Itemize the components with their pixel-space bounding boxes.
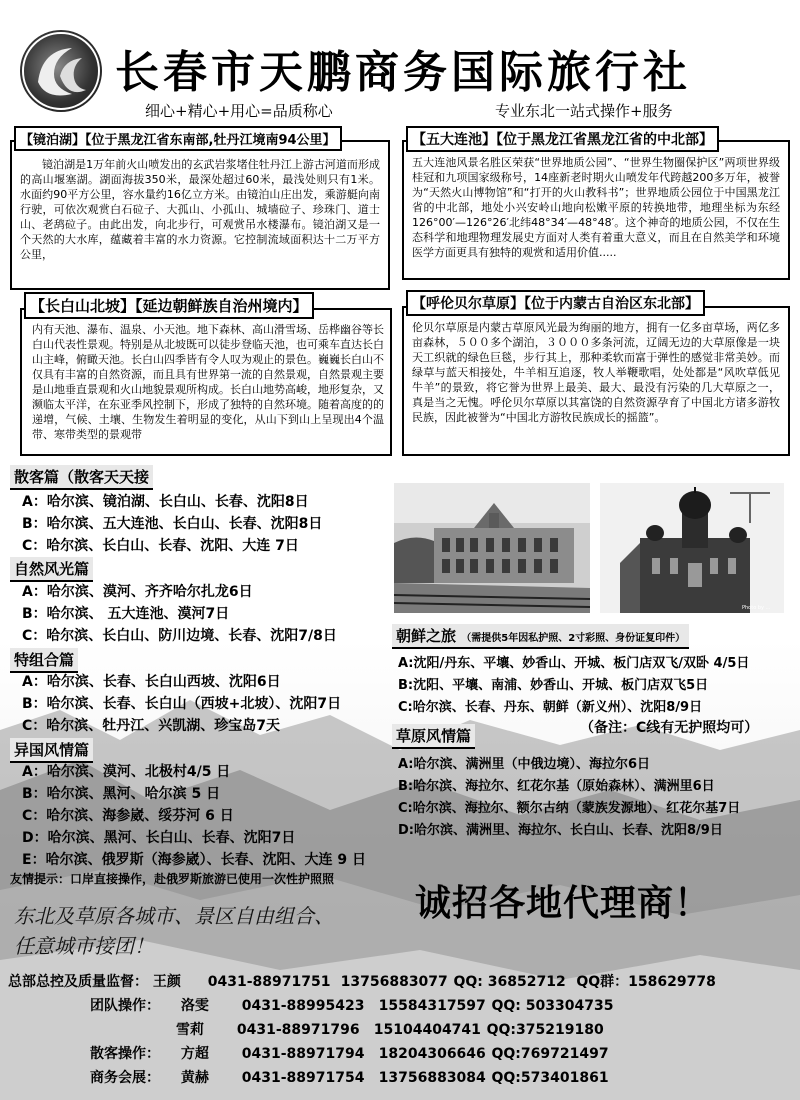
jingpo-text: 镜泊湖是1万年前火山喷发出的玄武岩浆堵住牡丹江上游古河道而形成的高山堰塞湖。湖面海拔350米，最深处超过60米，最浅处则只有1米。水面约90平方公里，容水量约16亿立方米。由镜泊山庄出发，乘游艇向南行驶，可依次观赏白石砬子、大孤山、小孤山、城墙砬子、珍珠门、道士山、老鸹砬子。由此出发，向北步行，可观赏吊水楼瀑布。镜泊湖又是一个天然的大水库，蕴藏着丰富的水力资源。它控制流域面积达十二万平方公里， <box>20 158 380 261</box>
route-caoyuan-d: D:哈尔滨、满洲里、海拉尔、长白山、长春、沈阳8/9日 <box>398 823 723 838</box>
contact-role: 散客操作： <box>90 1046 160 1062</box>
contact-name: 洛雯 <box>180 998 209 1014</box>
route-tezuhe-a: A：哈尔滨、长春、长白山西坡、沈阳6日 <box>22 674 281 690</box>
jingpo-title: 【镜泊湖】【位于黑龙江省东南部,牡丹江境南94公里】 <box>14 126 342 151</box>
combo-line-2: 任意城市接团！ <box>14 934 154 958</box>
contact-row-team <box>90 994 613 1018</box>
contact-name: 雪莉 <box>176 1022 204 1038</box>
route-ziran-b: B：哈尔滨、 五大连池、漠河7日 <box>22 606 230 622</box>
route-chaoxian-a: A:沈阳/丹东、平壤、妙香山、开城、板门店双飞/双卧 4/5日 <box>398 656 750 671</box>
route-caoyuan-c: C:哈尔滨、海拉尔、额尔古纳（蒙族发源地）、红花尔基7日 <box>398 801 741 816</box>
contact-row-business <box>90 1066 609 1090</box>
chaoxian-title: 朝鲜之旅 <box>396 627 457 645</box>
contact-qq: QQ:375219180 <box>486 1022 604 1038</box>
contact-mobile: 15584317597 <box>378 998 486 1014</box>
route-sanke-c: C：哈尔滨、长白山、长春、沈阳、大连 7日 <box>22 538 299 554</box>
slogan-service: 专业东北一站式操作+服务 <box>495 102 673 120</box>
friendly-tip: 友情提示：口岸直接操作，赴俄罗斯旅游已使用一次性护照照 <box>10 872 335 886</box>
recruit-agents: 诚招各地代理商！ <box>415 883 712 924</box>
photo-credit: Photo by ... <box>742 605 771 611</box>
page-title: 长春市天鹏商务国际旅行社 <box>115 47 691 98</box>
route-yiguo-d: D：哈尔滨、黑河、长白山、长春、沈阳7日 <box>22 830 296 846</box>
contact-row-individual <box>90 1042 609 1066</box>
contact-role: 总部总控及质量监督： <box>8 974 148 990</box>
route-tezuhe-b: B：哈尔滨、长春、长白山（西坡+北坡）、沈阳7日 <box>22 696 342 712</box>
route-ziran-a: A：哈尔滨、漠河、齐齐哈尔扎龙6日 <box>22 584 253 600</box>
contact-qq: QQ: 503304735 <box>491 998 614 1014</box>
route-sanke-a: A：哈尔滨、镜泊湖、长白山、长春、沈阳8日 <box>22 494 309 510</box>
route-tezuhe-c: C：哈尔滨、牡丹江、兴凯湖、珍宝岛7天 <box>22 718 281 734</box>
wudalianchi-title: 【五大连池】【位于黑龙江省黑龙江省的中北部】 <box>406 126 719 152</box>
chaoxian-subtitle: （需提供5年因私护照、2寸彩照、身份证复印件） <box>461 633 686 644</box>
hulunbuir-text: 伦贝尔草原是内蒙古草原风光最为绚丽的地方，拥有一亿多亩草场，两亿多亩森林，５００多个湖泊，３０００多条河流，辽阔无边的大草原像是一块天工织就的绿色巨毯，步行其上，那种柔软而富于弹性的感觉非常美妙。而绿草与蓝天相接处，牛羊相互追逐，牧人举鞭歌唱，处处都是“风吹草低见牛羊”的景致，将它誉为世界上最美、最大、最没有污染的几大草原之一，真是当之无愧。呼伦贝尔草原以其富饶的自然资源孕育了中国北方诸多游牧民族，因此被誉为“中国北方游牧民族成长的摇篮”。 <box>412 321 780 424</box>
photo-church <box>600 483 784 613</box>
section-title-caoyuan: 草原风情篇 <box>392 724 475 749</box>
route-caoyuan-a: A:哈尔滨、满洲里（中俄边境）、海拉尔6日 <box>398 757 651 772</box>
wudalianchi-text: 五大连池风景名胜区荣获“世界地质公园”、“世界生物圈保护区”两项世界级桂冠和九项国家级称号，14座新老时期火山喷发年代跨越200多万年，被誉为“天然火山博物馆”和“打开的火山教科书”；世界地质公园位于中国黑龙江省的中北部，地处小兴安岭山地向松嫩平原的转换地带，地理坐标为东经126°00′—126°26′北纬48°34′—48°48′。这个神奇的地质公园，不仅在生态科学和地理物理发展史方面对人类有着重大意义，而且在自然美学和环境医学方面更具有独特的观赏和适用价值..... <box>412 156 780 259</box>
contact-mobile: 15104404741 <box>373 1022 481 1038</box>
contact-mobile: 18204306646 <box>378 1046 486 1062</box>
section-title-chaoxian <box>392 624 689 649</box>
route-yiguo-c: C：哈尔滨、海参崴、绥芬河 6 日 <box>22 808 234 824</box>
route-sanke-b: B：哈尔滨、五大连池、长白山、长春、沈阳8日 <box>22 516 323 532</box>
contact-tel: 0431-88971754 <box>241 1070 365 1086</box>
contact-name: 王颜 <box>152 974 181 990</box>
section-title-tezuhe: 特组合篇 <box>10 648 78 673</box>
section-title-sanke: 散客篇（散客天天接 <box>10 465 153 490</box>
route-yiguo-a: A：哈尔滨、漠河、北极村4/5 日 <box>22 764 231 780</box>
contact-qq: QQ:573401861 <box>491 1070 609 1086</box>
contact-tel: 0431-88995423 <box>241 998 365 1014</box>
contact-tel: 0431-88971794 <box>241 1046 365 1062</box>
section-title-yiguo: 异国风情篇 <box>10 738 93 763</box>
contact-tel: 0431-88971796 <box>236 1022 360 1038</box>
combo-line-1: 东北及草原各城市、景区自由组合、 <box>14 904 334 928</box>
contact-name: 方超 <box>180 1046 209 1062</box>
chaoxian-note: （备注：C线有无护照均可） <box>580 720 759 736</box>
contact-qq: QQ: 36852712 <box>453 974 566 990</box>
header <box>0 0 800 125</box>
contact-qq: QQ:769721497 <box>491 1046 609 1062</box>
contact-mobile: 13756883084 <box>378 1070 486 1086</box>
contact-role: 团队操作： <box>90 998 160 1014</box>
route-yiguo-b: B：哈尔滨、黑河、哈尔滨 5 日 <box>22 786 221 802</box>
contact-mobile: 13756883077 <box>340 974 448 990</box>
contact-role: 商务会展： <box>90 1070 160 1086</box>
route-caoyuan-b: B:哈尔滨、海拉尔、红花尔基（原始森林）、满洲里6日 <box>398 779 715 794</box>
changbai-title: 【长白山北坡】【延边朝鲜族自治州境内】 <box>24 292 314 319</box>
contact-name: 黄赫 <box>180 1070 209 1086</box>
route-chaoxian-c: C:哈尔滨、长春、丹东、朝鲜（新义州）、沈阳8/9日 <box>398 700 703 715</box>
contact-qq-group: QQ群：158629778 <box>576 974 716 990</box>
photo-railway-station <box>394 483 590 613</box>
contact-tel: 0431-88971751 <box>207 974 331 990</box>
route-chaoxian-b: B:沈阳、平壤、南浦、妙香山、开城、板门店双飞5日 <box>398 678 709 693</box>
route-ziran-c: C：哈尔滨、长白山、防川边境、长春、沈阳7/8日 <box>22 628 337 644</box>
section-title-ziran: 自然风光篇 <box>10 557 93 582</box>
route-yiguo-e: E：哈尔滨、俄罗斯（海参崴）、长春、沈阳、大连 9 日 <box>22 852 367 868</box>
slogan-quality: 细心+精心+用心=品质称心 <box>145 102 333 120</box>
contact-row-team-2 <box>176 1018 604 1042</box>
hulunbuir-title: 【呼伦贝尔草原】【位于内蒙古自治区东北部】 <box>406 290 705 316</box>
company-logo <box>20 30 102 112</box>
changbai-text: 内有天池、瀑布、温泉、小天池。地下森林、高山滑雪场、岳桦幽谷等长白山代表性景观。特别是从北坡既可以徒步登临天池，也可乘车直达长白山主峰，俯瞰天池。长白山四季皆有令人叹为观止的景色。巍巍长白山不仅具有丰富的自然资源，而且具有世界第一流的自然景观，自然景观主要是山地垂直景观和火山地貌景观所构成。长白山地势高峻，地形复杂，又濒临太平洋，在东亚季风控制下，形成了独特的自然环境。随着高度的的递增，气候、土壤、生物发生着明显的变化，从山下到山上呈现出4个温带、寒带类型的景观带 <box>32 323 384 441</box>
contact-row-hq <box>8 970 716 994</box>
